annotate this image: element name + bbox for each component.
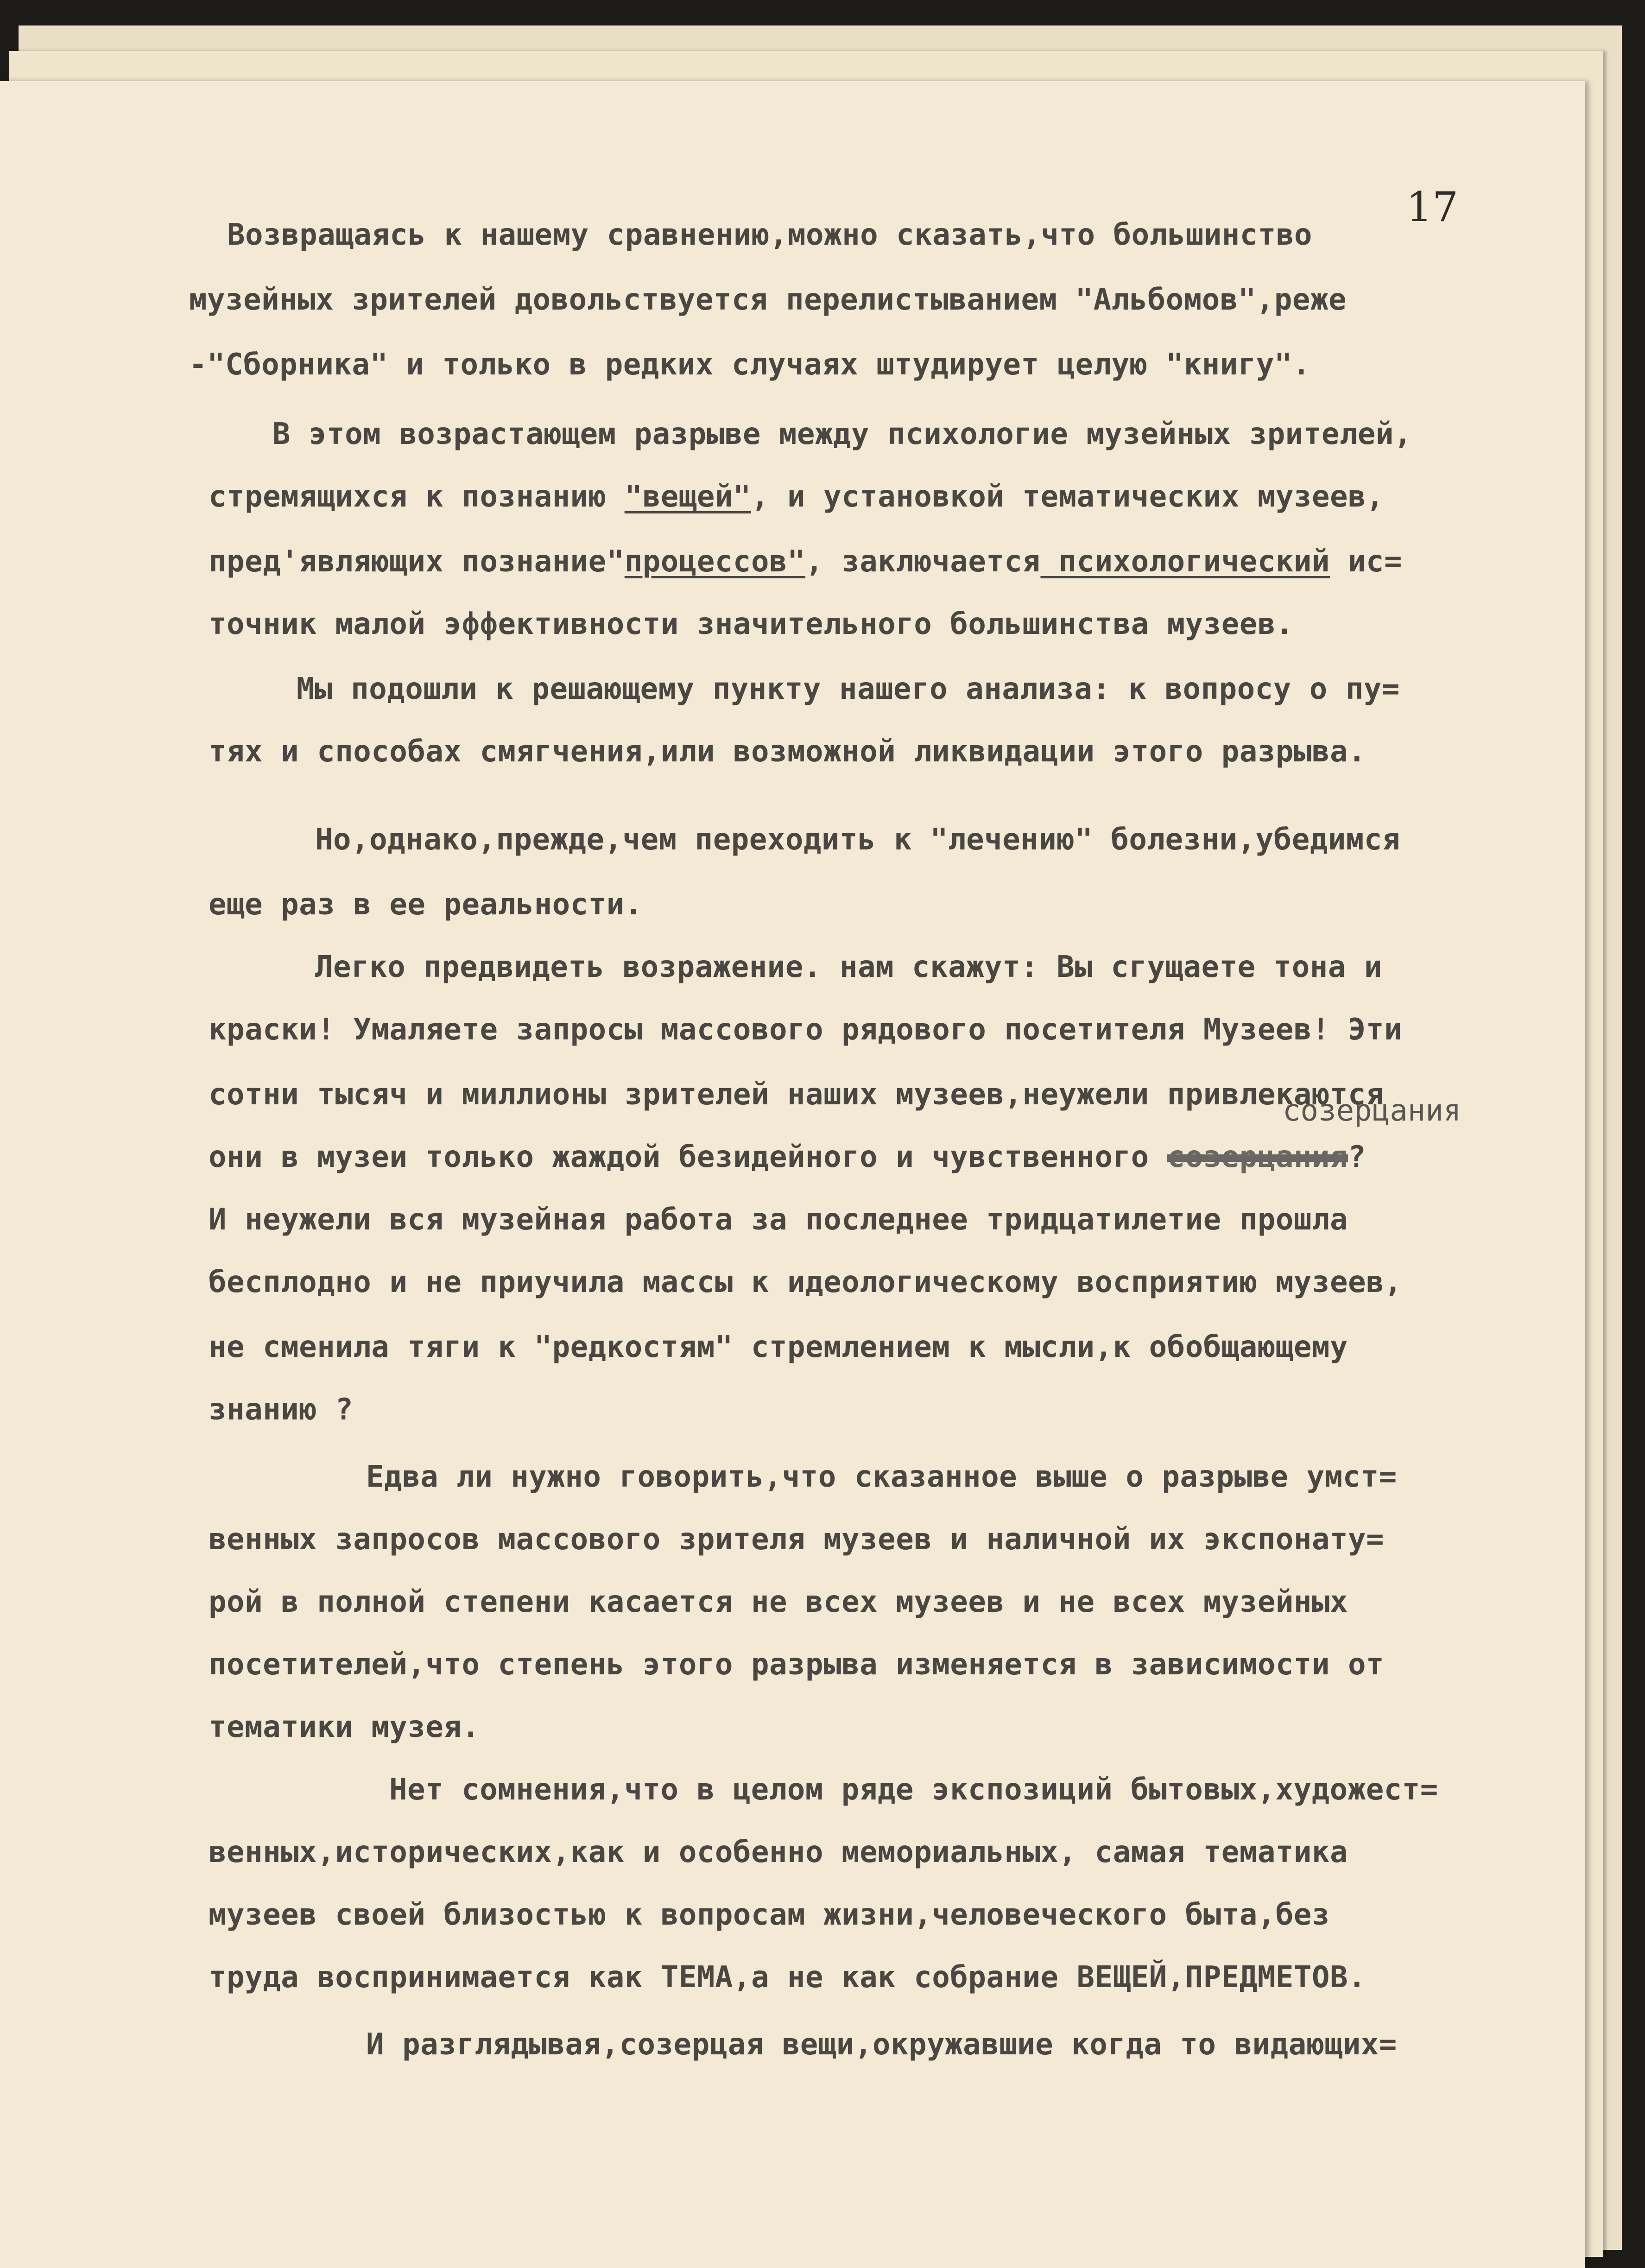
typed-correction-above-line: созерцания (1283, 1094, 1462, 1128)
text-line: музеев своей близостью к вопросам жизни,человеческого быта,без (209, 1898, 1330, 1932)
struck-word: созерцания (1167, 1140, 1348, 1174)
text-line: сотни тысяч и миллионы зрителей наших музеев,неужели привлекаются (209, 1077, 1385, 1112)
text-line: В этом возрастающем разрыве между психологие музейных зрителей, (272, 417, 1412, 451)
text-line: тематики музея. (209, 1710, 480, 1744)
text-line: бесплодно и не приучила массы к идеологическому восприятию музеев, (209, 1265, 1403, 1299)
underlined-word: "вещей" (624, 480, 751, 514)
text-line: венных запросов массового зрителя музеев и наличной их экспонату= (209, 1522, 1385, 1557)
line-segment: они в музеи только жаждой безидейного и чувственного (209, 1140, 1167, 1174)
line-segment: ис= (1329, 545, 1403, 579)
text-line: рой в полной степени касается не всех музеев и не всех музейных (209, 1585, 1348, 1619)
text-line: знанию ? (209, 1393, 354, 1427)
line-segment: пред'являющих познание" (209, 545, 625, 579)
text-line: -"Сборника" и только в редких случаях штудирует целую "книгу". (189, 348, 1310, 382)
text-line: посетителей,что степень этого разрыва изменяется в зависимости от (209, 1647, 1385, 1682)
text-line: краски! Умаляете запросы массового рядового посетителя Музеев! Эти (209, 1013, 1403, 1047)
text-line: Мы подошли к решающему пункту нашего анализа: к вопросу о пу= (297, 672, 1400, 706)
text-line: И неужели вся музейная работа за последнее тридцатилетие прошла (209, 1203, 1348, 1237)
text-line: еще раз в ее реальности. (209, 887, 643, 922)
page-number: 17 (1406, 183, 1458, 231)
text-line: труда воспринимается как ТЕМА,а не как собрание ВЕЩЕЙ,ПРЕДМЕТОВ. (209, 1960, 1366, 1995)
text-line: музейных зрителей довольствуется перелистыванием "Альбомов",реже (189, 283, 1347, 317)
text-line: не сменила тяги к "редкостям" стремлением к мысли,к обобщающему (209, 1330, 1348, 1364)
text-line: Возвращаясь к нашему сравнению,можно сказать,что большинство (227, 218, 1312, 252)
text-line: тях и способах смягчения,или возможной ликвидации этого разрыва. (209, 735, 1366, 769)
text-line: точник малой эффективности значительного большинства музеев. (209, 607, 1294, 641)
line-segment: , заключается (805, 545, 1041, 579)
underlined-word: процессов" (624, 545, 806, 579)
text-line: венных,исторических,как и особенно мемориальных, самая тематика (209, 1835, 1348, 1869)
text-line: И разглядывая,созерцая вещи,окружавшие когда то видающих= (366, 2027, 1397, 2062)
text-line (209, 1140, 1366, 1174)
text-line: Едва ли нужно говорить,что сказанное выше о разрыве умст= (366, 1460, 1397, 1494)
line-segment: ? (1348, 1140, 1366, 1174)
text-line: Легко предвидеть возражение. нам скажут: Вы сгущаете тона и (315, 950, 1382, 984)
text-line (209, 480, 1384, 514)
text-line: Но,однако,прежде,чем переходить к "лечению" болезни,убедимся (315, 823, 1400, 857)
text-line: Нет сомнения,что в целом ряде экспозиций бытовых,художест= (389, 1773, 1438, 1807)
line-segment: стремящихся к познанию (209, 480, 625, 514)
line-segment: , и установкой тематических музеев, (751, 480, 1385, 514)
underlined-word: психологический (1040, 545, 1330, 579)
text-line (209, 545, 1402, 579)
